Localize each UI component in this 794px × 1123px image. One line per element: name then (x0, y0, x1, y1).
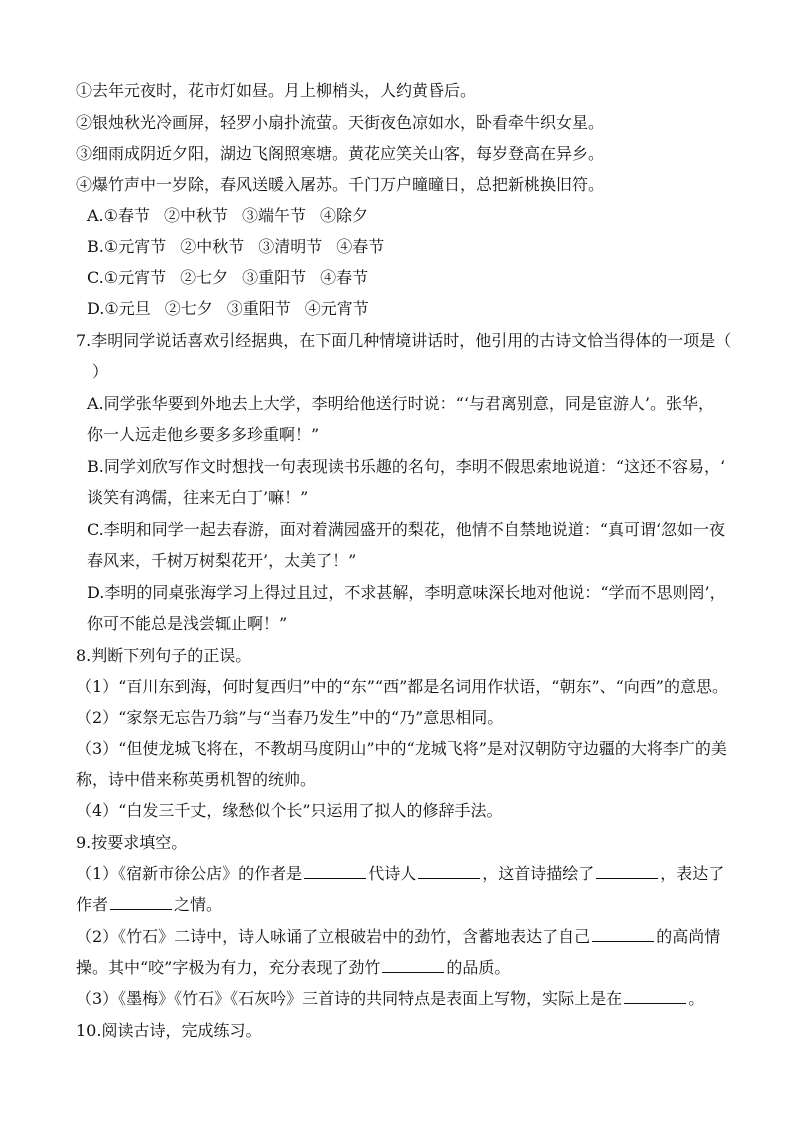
option-item: ④春节 (320, 268, 369, 287)
fill-blank[interactable] (110, 895, 172, 910)
q9-text: ，这首诗描绘了 (482, 864, 595, 883)
q9-text: （2）《竹石》二诗中，诗人咏诵了立根破岩中的劲竹，含蓄地表达了自己 (76, 927, 591, 946)
option-letter: D. (87, 299, 105, 318)
fill-blank[interactable] (418, 864, 480, 879)
q9-text: 代诗人 (368, 864, 417, 883)
q7-option-c: C.李明和同学一起去春游，面对着满园盛开的梨花，他情不自禁地说道：“真可谓‘忽如一夜 (87, 520, 726, 539)
q9-item-3 (76, 988, 724, 1010)
fill-blank[interactable] (624, 989, 686, 1004)
fill-blank[interactable] (596, 864, 658, 879)
option-letter: C. (87, 268, 104, 287)
q8-statement-3: （3）“但使龙城飞将在，不教胡马度阴山”中的“龙城飞将”是对汉朝防守边疆的大将李广的美 (76, 739, 727, 758)
q7-option-a: A.同学张华要到外地去上大学，李明给他送行时说：“‘与君离别意，同是宦游人’。张华， (87, 394, 714, 413)
q9-text: （3）《墨梅》《竹石》《石灰吟》三首诗的共同特点是表面上写物，实际上是在 (76, 989, 623, 1008)
fill-blank[interactable] (382, 958, 444, 973)
q9-text: 。 (688, 989, 705, 1008)
option-item: ①元宵节 (103, 268, 167, 287)
option-item: ①元宵节 (103, 237, 167, 256)
option-item: ④除夕 (320, 206, 369, 225)
poem-line-3: ③细雨成阴近夕阳，湖边飞阁照寒塘。黄花应笑关山客，每岁登高在异乡。 (76, 144, 605, 163)
q6-option-c[interactable] (87, 267, 382, 289)
q6-option-b[interactable] (87, 236, 398, 258)
option-letter: B. (87, 237, 104, 256)
q9-text: 的品质。 (446, 958, 511, 977)
fill-blank[interactable] (592, 927, 654, 942)
q7-option-b: B.同学刘欣写作文时想找一句表现读书乐趣的名句，李明不假思索地说道：“这还不容易，‘ (87, 457, 726, 476)
q9-item-1 (76, 863, 724, 885)
q7-option-c-cont: 春风来，千树万树梨花开’，太美了！” (87, 551, 357, 570)
option-item: ②七夕 (180, 268, 229, 287)
q9-text: ，表达了 (660, 864, 725, 883)
option-letter: A. (87, 206, 104, 225)
q9-stem: 9.按要求填空。 (76, 833, 188, 852)
q6-option-a[interactable] (87, 205, 382, 227)
q7-option-d: D.李明的同桌张海学习上得过且过，不求甚解，李明意味深长地对他说：“学而不思则罔’， (87, 583, 726, 602)
option-item: ④春节 (336, 237, 385, 256)
option-item: ②中秋节 (164, 206, 229, 225)
option-item: ①元旦 (104, 299, 151, 318)
q8-statement-2: （2）“家祭无忘告乃翁”与“当春乃发生”中的“乃”意思相同。 (76, 708, 504, 727)
q6-option-d[interactable] (87, 298, 383, 320)
q9-item-1-cont (76, 894, 724, 916)
q7-stem-close: ） (92, 362, 109, 381)
option-item: ②七夕 (164, 299, 213, 318)
q9-text: 操。其中“咬”字极为有力，充分表现了劲竹 (76, 958, 381, 977)
option-item: ④元宵节 (304, 299, 369, 318)
option-item: ③清明节 (258, 237, 323, 256)
q9-item-2 (76, 926, 724, 948)
fill-blank[interactable] (304, 864, 366, 879)
q7-option-d-cont: 你可不能总是浅尝辄止啊！” (87, 614, 288, 633)
q10-stem: 10.阅读古诗，完成练习。 (76, 1021, 262, 1040)
q8-statement-4: （4）“白发三千丈，缘愁似个长”只运用了拟人的修辞手法。 (76, 801, 503, 820)
q7-stem: 7.李明同学说话喜欢引经据典，在下面几种情境讲话时，他引用的古诗文恰当得体的一项是（ (76, 331, 732, 350)
q7-option-a-cont: 你一人远走他乡要多多珍重啊！” (87, 425, 320, 444)
option-item: ①春节 (103, 206, 150, 225)
q9-text: （1）《宿新市徐公店》的作者是 (76, 864, 303, 883)
option-item: ③重阳节 (242, 268, 307, 287)
q8-stem: 8.判断下列句子的正误。 (76, 646, 252, 665)
poem-line-2: ②银烛秋光冷画屏，轻罗小扇扑流萤。天街夜色凉如水，卧看牵牛织女星。 (76, 113, 605, 132)
q7-option-b-cont: 谈笑有鸿儒，往来无白丁’嘛！” (87, 488, 309, 507)
option-item: ③端午节 (242, 206, 307, 225)
q8-statement-1: （1）“百川东到海，何时复西归”中的“东”“西”都是名词用作状语，“朝东”、“向西”的意思。 (76, 677, 728, 696)
option-item: ③重阳节 (226, 299, 291, 318)
q9-text: 作者 (76, 895, 109, 914)
q9-text: 之情。 (174, 895, 223, 914)
poem-line-4: ④爆竹声中一岁除，春风送暖入屠苏。千门万户曈曈日，总把新桃换旧符。 (76, 175, 605, 194)
q8-statement-3-cont: 称，诗中借来称英勇机智的统帅。 (76, 770, 317, 789)
q9-item-2-cont (76, 957, 724, 979)
poem-line-1: ①去年元夜时，花市灯如昼。月上柳梢头，人约黄昏后。 (76, 81, 477, 100)
q9-text: 的高尚情 (656, 927, 721, 946)
option-item: ②中秋节 (180, 237, 245, 256)
